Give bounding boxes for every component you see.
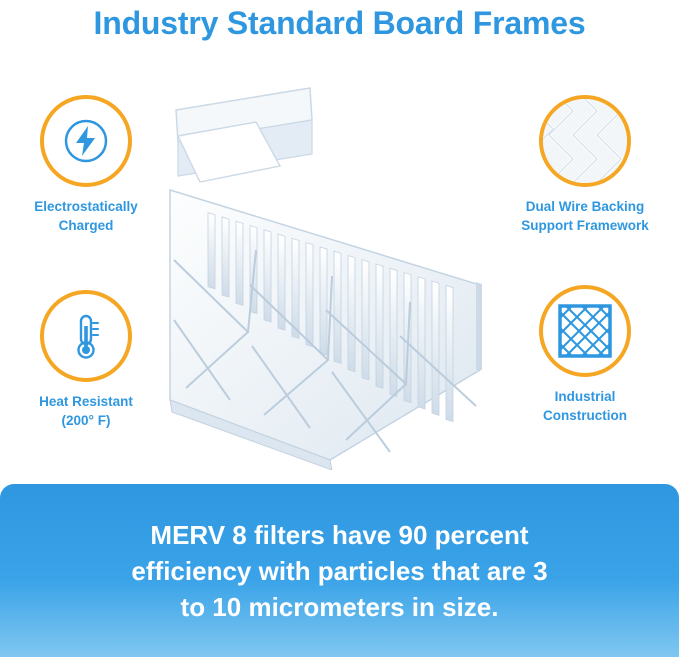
banner-line-2: efficiency with particles that are 3 xyxy=(131,555,548,586)
merv-rating-banner xyxy=(0,484,679,657)
feature-label-line1: Heat Resistant xyxy=(39,394,133,409)
feature-label-line1: Dual Wire Backing xyxy=(525,199,645,214)
feature-label-line2: (200° F) xyxy=(61,413,111,428)
feature-label xyxy=(505,387,665,425)
grid-frame-icon xyxy=(557,303,613,359)
feature-label-line1: Electrostatically xyxy=(34,199,138,214)
banner-line-3: to 10 micrometers in size. xyxy=(180,591,499,622)
feature-label-line2: Support Framework xyxy=(521,218,649,233)
feature-icon-circle xyxy=(539,95,631,187)
feature-label xyxy=(505,197,665,235)
feature-industrial-construction xyxy=(505,285,665,425)
feature-label-line2: Charged xyxy=(58,218,114,233)
feature-icon-circle xyxy=(539,285,631,377)
feature-dual-wire-backing xyxy=(505,95,665,235)
thermometer-icon xyxy=(62,310,110,362)
feature-label-line2: Construction xyxy=(543,408,627,423)
page-title: Industry Standard Board Frames xyxy=(93,5,586,41)
feature-heat-resistant xyxy=(6,290,166,430)
banner-line-1: MERV 8 filters have 90 percent xyxy=(150,519,529,550)
feature-label-line1: Industrial xyxy=(554,389,616,404)
feature-label xyxy=(6,392,166,430)
lightning-bolt-icon xyxy=(62,117,110,165)
pleated-air-filter-image xyxy=(160,70,505,470)
feature-electrostatically-charged xyxy=(6,95,166,235)
feature-label xyxy=(6,197,166,235)
feature-icon-circle xyxy=(40,95,132,187)
feature-icon-circle xyxy=(40,290,132,382)
wire-mesh-icon xyxy=(539,95,631,187)
product-image xyxy=(160,70,505,470)
